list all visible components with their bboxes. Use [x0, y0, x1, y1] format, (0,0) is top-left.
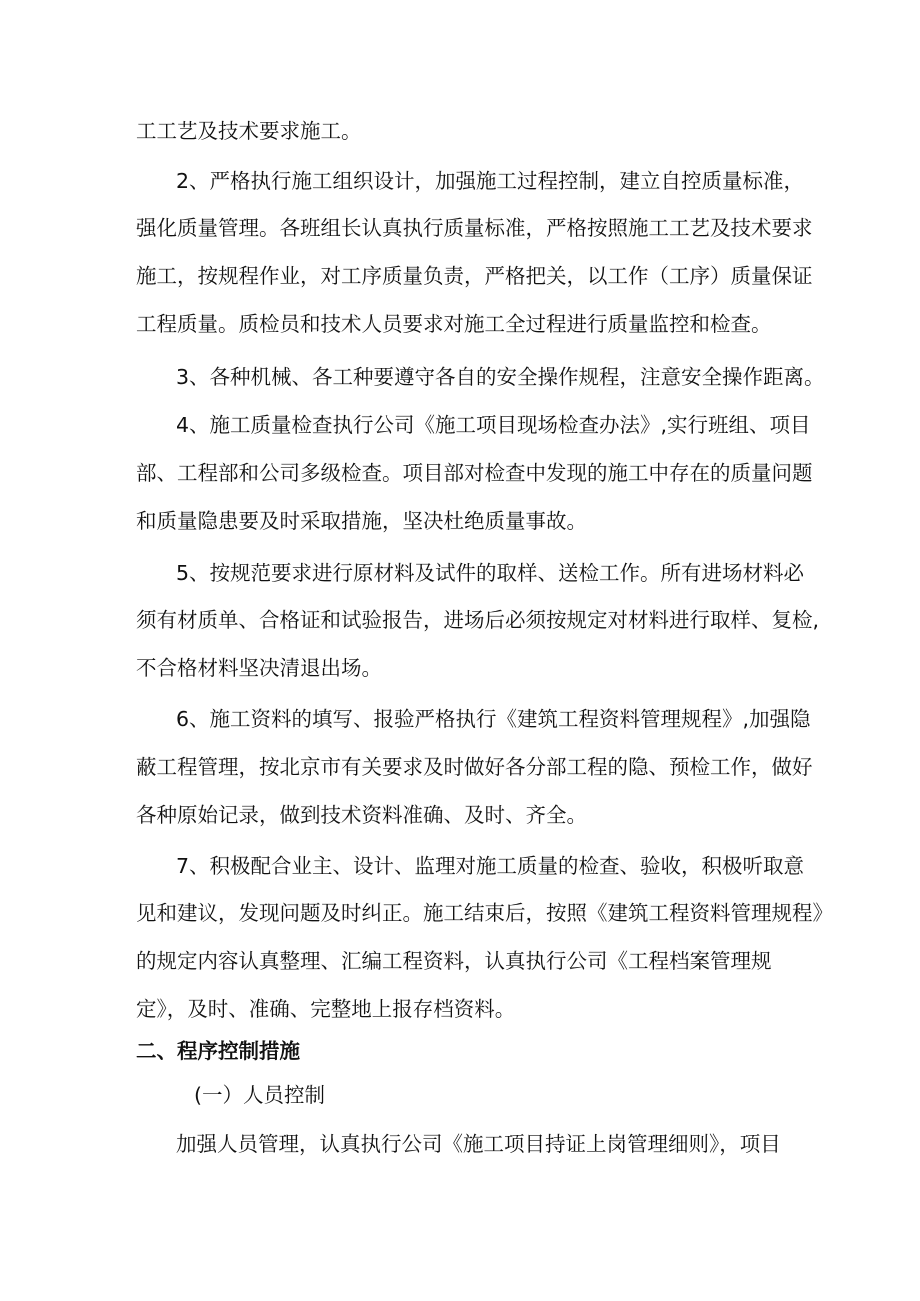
item-6-line-2: 蔽工程管理，按北京市有关要求及时做好各分部工程的隐、预检工作，做好: [136, 755, 813, 779]
item-7-line-2: 见和建议，发现问题及时纠正。施工结束后，按照《建筑工程资料管理规程》: [136, 901, 833, 925]
item-4-line-3: 和质量隐患要及时采取措施，坚决杜绝质量事故。: [136, 509, 587, 533]
section-heading: 二、程序控制措施: [136, 1039, 300, 1063]
item-7-line-1: 7、积极配合业主、设计、监理对施工质量的检查、验收，积极听取意: [176, 854, 805, 878]
item-5-line-1: 5、按规范要求进行原材料及试件的取样、送检工作。所有进场材料必: [176, 561, 805, 585]
item-6-line-3: 各种原始记录，做到技术资料准确、及时、齐全。: [136, 803, 587, 827]
paragraph-line: 加强人员管理，认真执行公司《施工项目持证上岗管理细则》，项目: [176, 1132, 781, 1156]
item-3-line-1: 3、各种机械、各工种要遵守各自的安全操作规程，注意安全操作距离。: [176, 365, 825, 389]
item-5-line-2: 须有材质单、合格证和试验报告，进场后必须按规定对材料进行取样、复检,: [136, 608, 820, 632]
item-4-line-2: 部、工程部和公司多级检查。项目部对检查中发现的施工中存在的质量问题: [136, 461, 813, 485]
item-4-line-1: 4、施工质量检查执行公司《施工项目现场检查办法》,实行班组、项目: [176, 413, 811, 437]
item-2-line-1: 2、严格执行施工组织设计，加强施工过程控制，建立自控质量标准，: [176, 169, 805, 193]
item-2-line-3: 施工，按规程作业，对工序质量负责，严格把关，以工作（工序）质量保证: [136, 264, 813, 288]
item-6-line-1: 6、施工资料的填写、报验严格执行《建筑工程资料管理规程》,加强隐: [176, 707, 811, 731]
continuation-line: 工工艺及技术要求施工。: [136, 119, 362, 143]
item-2-line-2: 强化质量管理。各班组长认真执行质量标准，严格按照施工工艺及技术要求: [136, 216, 813, 240]
item-2-line-4: 工程质量。质检员和技术人员要求对施工全过程进行质量监控和检查。: [136, 312, 772, 336]
item-5-line-3: 不合格材料坚决清退出场。: [136, 656, 382, 680]
subsection-heading: (一）人员控制: [194, 1083, 325, 1107]
item-7-line-3: 的规定内容认真整理、汇编工程资料，认真执行公司《工程档案管理规: [136, 949, 772, 973]
item-7-line-4: 定》，及时、准确、完整地上报存档资料。: [136, 997, 516, 1021]
